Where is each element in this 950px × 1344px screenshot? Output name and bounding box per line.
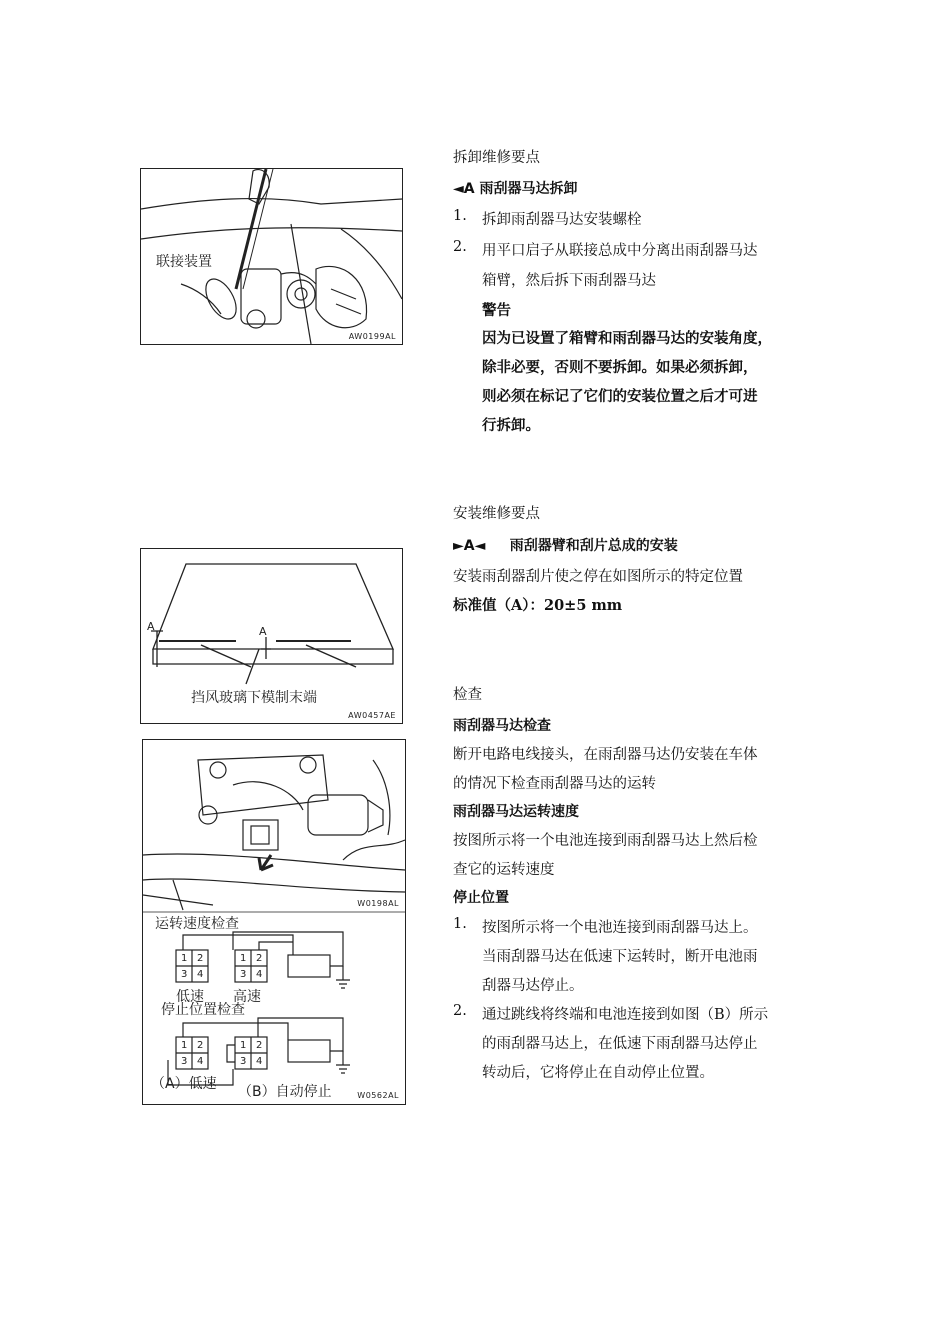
inspect-item-1-line-1: 按图所示将一个电池连接到雨刮器马达上。 bbox=[482, 920, 758, 936]
windshield-molding-label: 挡风玻璃下模制末端 bbox=[191, 690, 317, 706]
removal-item-2-line-2: 箱臂，然后拆下雨刮器马达 bbox=[482, 273, 656, 289]
warning-label: 警告 bbox=[482, 303, 511, 319]
inspect-item-2-line-1: 通过跳线将终端和电池连接到如图（B）所示 bbox=[482, 1007, 769, 1023]
figure-code-top: W0198AL bbox=[357, 899, 399, 908]
speed-check-title: 运转速度检查 bbox=[155, 916, 239, 932]
inspect-sub2-line-1: 按图所示将一个电池连接到雨刮器马达上然后检 bbox=[453, 833, 758, 849]
pin-1: 1 bbox=[181, 953, 188, 964]
figure-motor-removal bbox=[140, 168, 403, 345]
warning-line-2: 除非必要，否则不要拆卸。如果必须拆卸， bbox=[482, 360, 758, 376]
pin-3: 3 bbox=[181, 969, 188, 980]
inspect-sub2: 雨刮器马达运转速度 bbox=[453, 804, 579, 820]
inspect-sub1: 雨刮器马达检查 bbox=[453, 718, 551, 734]
removal-heading: 拆卸维修要点 bbox=[453, 150, 540, 166]
figure-code: AW0457AE bbox=[348, 711, 396, 720]
figure-code-bottom: W0562AL bbox=[357, 1091, 399, 1100]
removal-item-2-num: 2. bbox=[453, 239, 467, 255]
linkage-label: 联接装置 bbox=[156, 254, 212, 270]
inspect-item-1-line-2: 当雨刮器马达在低速下运转时，断开电池雨 bbox=[482, 949, 758, 965]
removal-item-1-line-1: 拆卸雨刮器马达安装螺栓 bbox=[482, 212, 642, 228]
pin-2: 2 bbox=[256, 1040, 263, 1051]
warning-line-4: 行拆卸。 bbox=[482, 418, 540, 434]
inspect-sub1-line-1: 断开电路电线接头，在雨刮器马达仍安装在车体 bbox=[453, 747, 758, 763]
inspect-item-2-line-2: 的雨刮器马达上，在低速下雨刮器马达停止 bbox=[482, 1036, 758, 1052]
inspect-heading: 检查 bbox=[453, 687, 482, 703]
install-description: 安装雨刮器刮片使之停在如图所示的特定位置 bbox=[453, 569, 743, 585]
inspect-item-2-num: 2. bbox=[453, 1003, 467, 1019]
inspect-item-2-line-3: 转动后，它将停止在自动停止位置。 bbox=[482, 1065, 714, 1081]
pin-1: 1 bbox=[181, 1040, 188, 1051]
warning-line-3: 则必须在标记了它们的安装位置之后才可进 bbox=[482, 389, 758, 405]
pin-2: 2 bbox=[197, 953, 204, 964]
install-heading: 安装维修要点 bbox=[453, 506, 540, 522]
pin-3: 3 bbox=[181, 1056, 188, 1067]
inspect-sub2-line-2: 查它的运转速度 bbox=[453, 862, 555, 878]
pin-4: 4 bbox=[197, 1056, 204, 1067]
low-speed-label: 低速 bbox=[176, 989, 204, 1005]
figure-motor-check bbox=[142, 739, 406, 1105]
install-standard-value: 标准值（A）：20±5 mm bbox=[453, 597, 623, 614]
pin-3: 3 bbox=[240, 1056, 247, 1067]
pin-2: 2 bbox=[256, 953, 263, 964]
removal-step-title: ◄A 雨刮器马达拆卸 bbox=[453, 181, 578, 197]
pin-4: 4 bbox=[256, 969, 263, 980]
figure-code: AW0199AL bbox=[348, 332, 396, 341]
inspect-sub3: 停止位置 bbox=[453, 890, 509, 906]
mark-a-left: A bbox=[147, 620, 155, 633]
pin-1: 1 bbox=[240, 1040, 247, 1051]
removal-item-1-num: 1. bbox=[453, 208, 467, 224]
inspect-sub1-line-2: 的情况下检查雨刮器马达的运转 bbox=[453, 776, 656, 792]
b-auto-stop-label: （B）自动停止 bbox=[238, 1084, 332, 1100]
figure-wiper-position bbox=[140, 548, 403, 724]
high-speed-label: 高速 bbox=[233, 989, 261, 1005]
stop-check-title: 停止位置检查 bbox=[161, 1002, 245, 1018]
warning-line-1: 因为已设置了箱臂和雨刮器马达的安装角度， bbox=[482, 331, 772, 347]
pin-1: 1 bbox=[240, 953, 247, 964]
pin-4: 4 bbox=[256, 1056, 263, 1067]
inspect-item-1-num: 1. bbox=[453, 916, 467, 932]
inspect-item-1-line-3: 刮器马达停止。 bbox=[482, 978, 584, 994]
pin-3: 3 bbox=[240, 969, 247, 980]
install-step-title: ►A◄ 雨刮器臂和刮片总成的安装 bbox=[453, 538, 678, 554]
pin-4: 4 bbox=[197, 969, 204, 980]
a-low-label: （A）低速 bbox=[151, 1076, 217, 1092]
mark-a-center: A bbox=[259, 625, 267, 638]
pin-2: 2 bbox=[197, 1040, 204, 1051]
removal-item-2-line-1: 用平口启子从联接总成中分离出雨刮器马达 bbox=[482, 243, 758, 259]
